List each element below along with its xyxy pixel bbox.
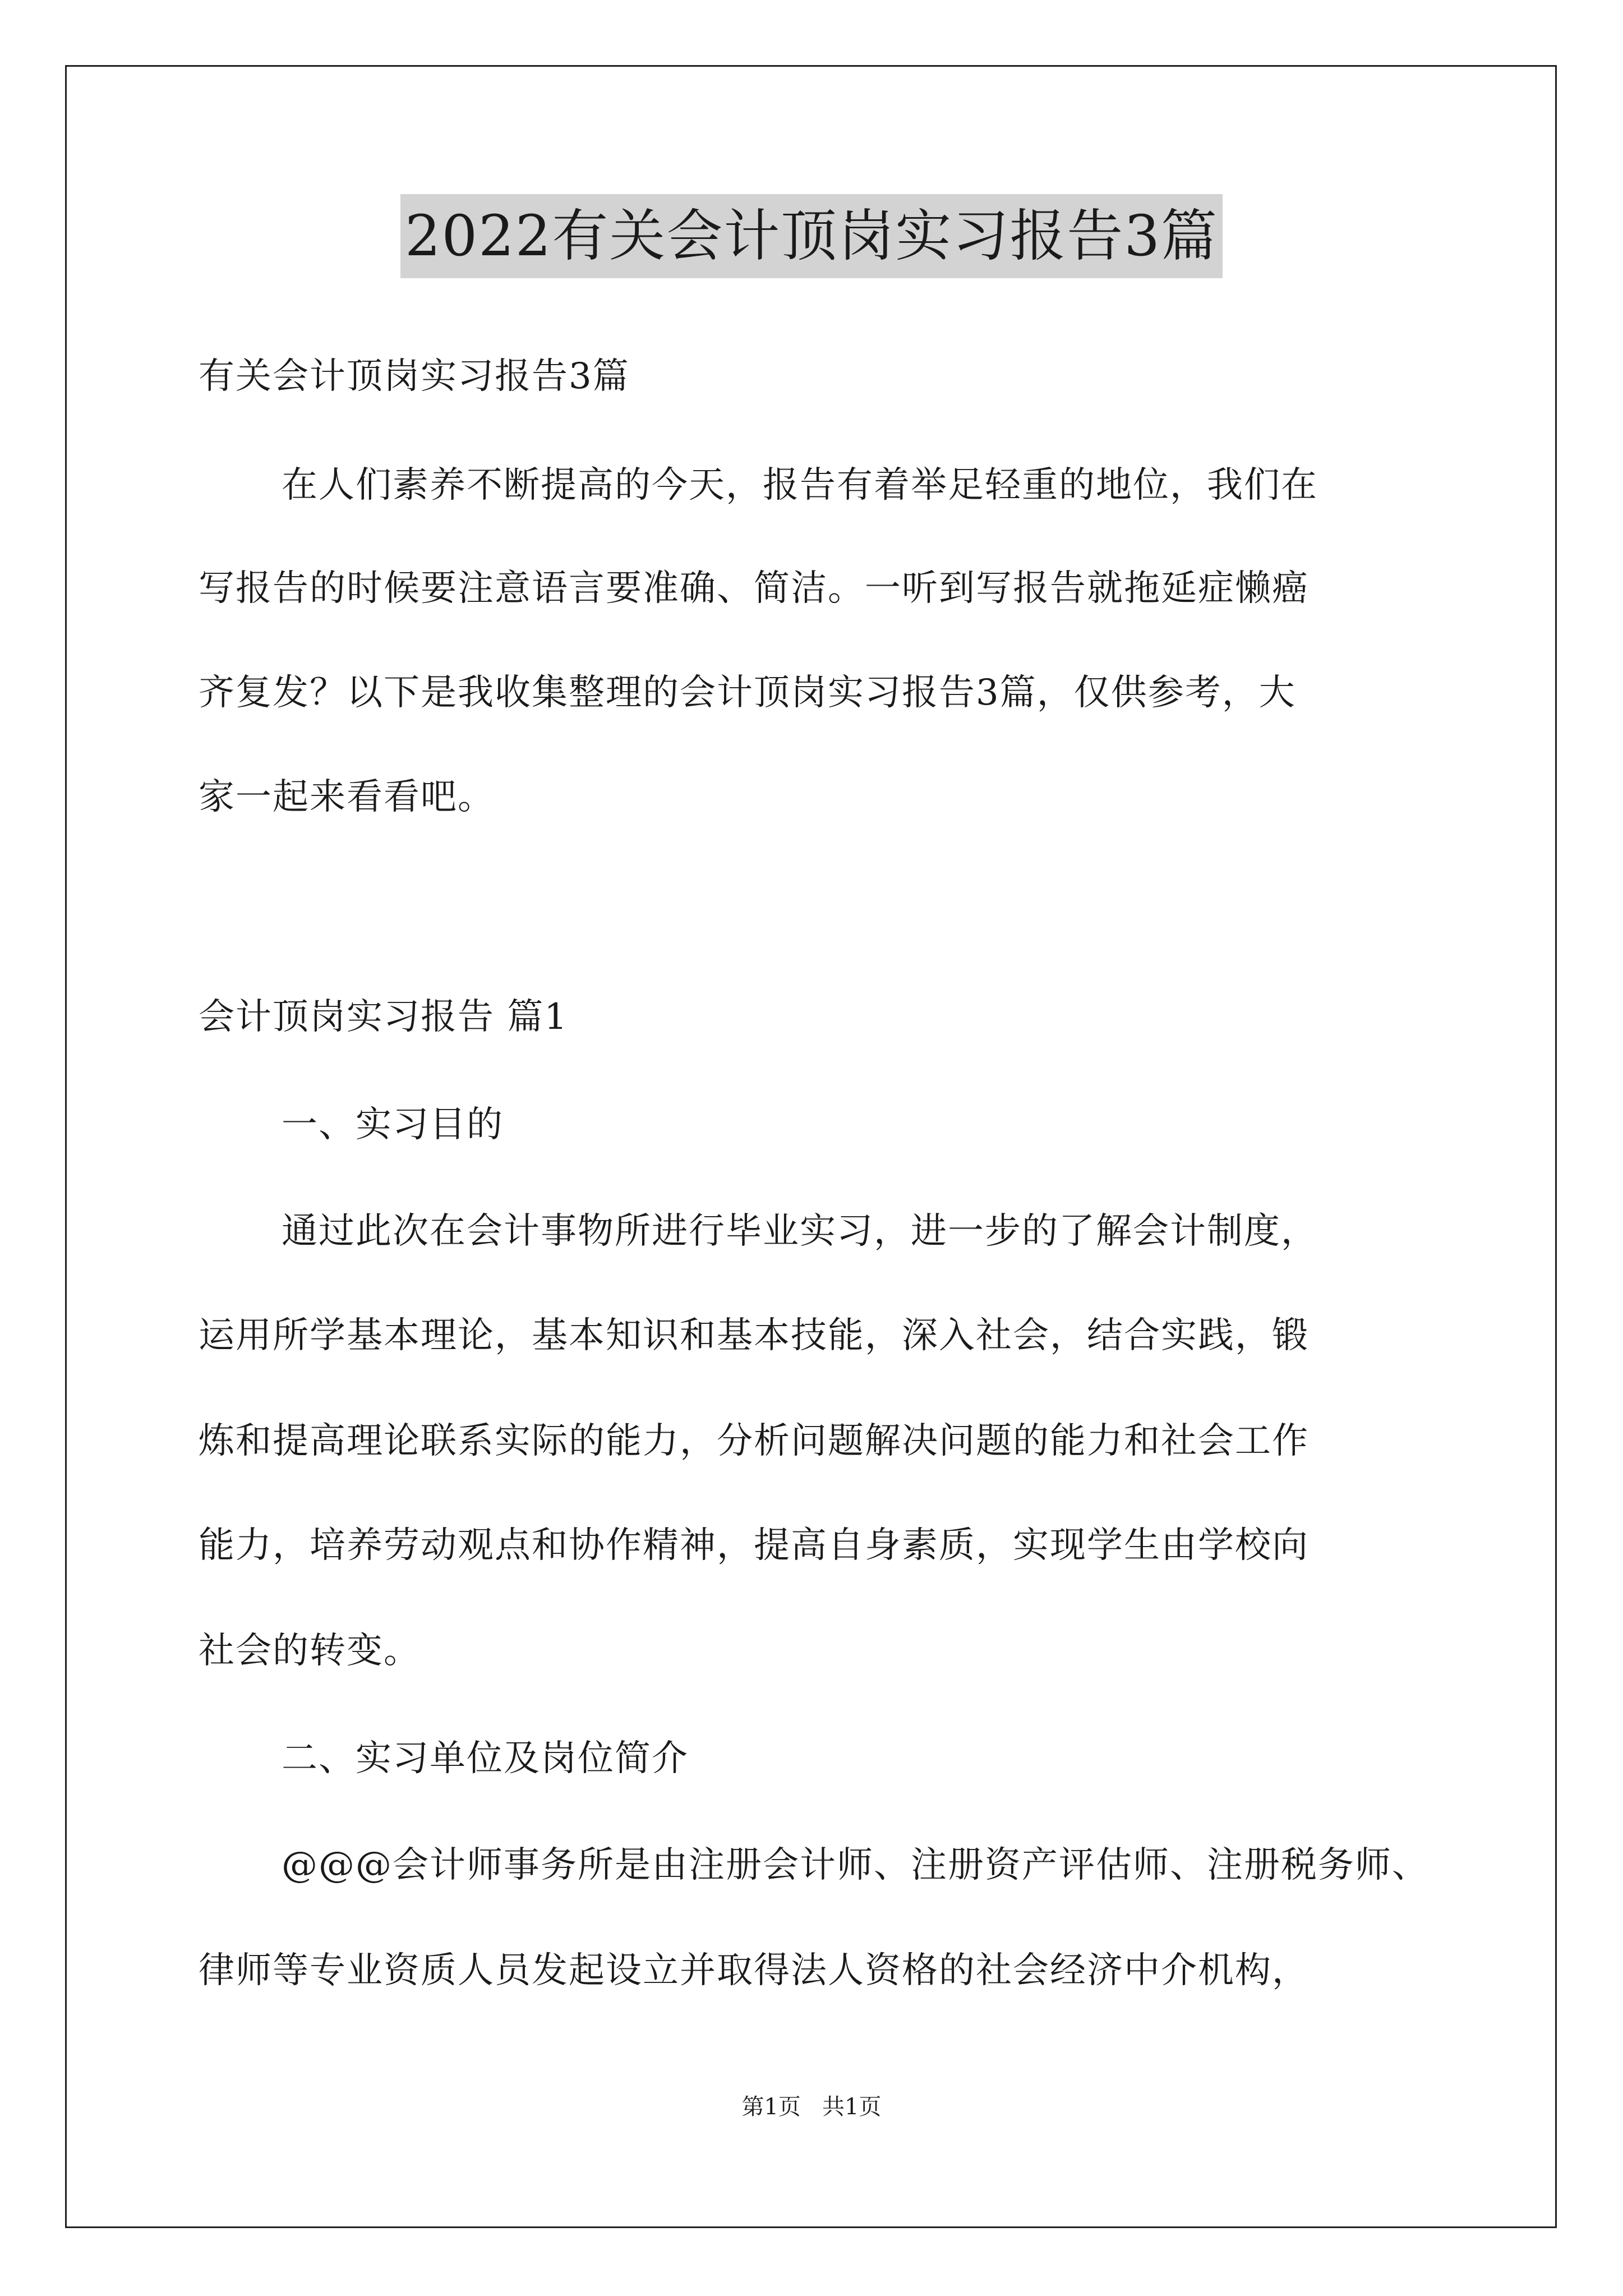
- purpose-line-1: 通过此次在会计事物所进行毕业实习，进一步的了解会计制度，: [282, 1211, 1318, 1252]
- page-footer: 第1页 共1页: [741, 2094, 882, 2120]
- unit-line-2: 律师等专业资质人员发起设立并取得法人资格的社会经济中介机构，: [199, 1950, 1309, 1991]
- purpose-line-4: 能力，培养劳动观点和协作精神，提高自身素质，实现学生由学校向: [199, 1525, 1309, 1566]
- section-heading-1: 会计顶岗实习报告 篇1: [199, 996, 569, 1038]
- intro-line-4: 家一起来看看吧。: [199, 776, 495, 818]
- intro-line-3: 齐复发？以下是我收集整理的会计顶岗实习报告3篇，仅供参考，大: [199, 672, 1296, 714]
- intro-line-2: 写报告的时候要注意语言要准确、简洁。一听到写报告就拖延症懒癌: [199, 568, 1309, 609]
- subtitle-line: 有关会计顶岗实习报告3篇: [199, 356, 630, 397]
- purpose-line-2: 运用所学基本理论，基本知识和基本技能，深入社会，结合实践，锻: [199, 1315, 1309, 1356]
- purpose-line-3: 炼和提高理论联系实际的能力，分析问题解决问题的能力和社会工作: [199, 1420, 1309, 1462]
- subheading-unit: 二、实习单位及岗位简介: [282, 1738, 689, 1779]
- unit-line-1: @@@会计师事务所是由注册会计师、注册资产评估师、注册税务师、: [282, 1844, 1429, 1886]
- title-container: [0, 194, 1623, 278]
- subheading-purpose: 一、实习目的: [282, 1104, 504, 1145]
- purpose-line-5: 社会的转变。: [199, 1630, 421, 1672]
- intro-line-1: 在人们素养不断提高的今天，报告有着举足轻重的地位，我们在: [282, 464, 1318, 506]
- document-title: 2022有关会计顶岗实习报告3篇: [400, 194, 1223, 278]
